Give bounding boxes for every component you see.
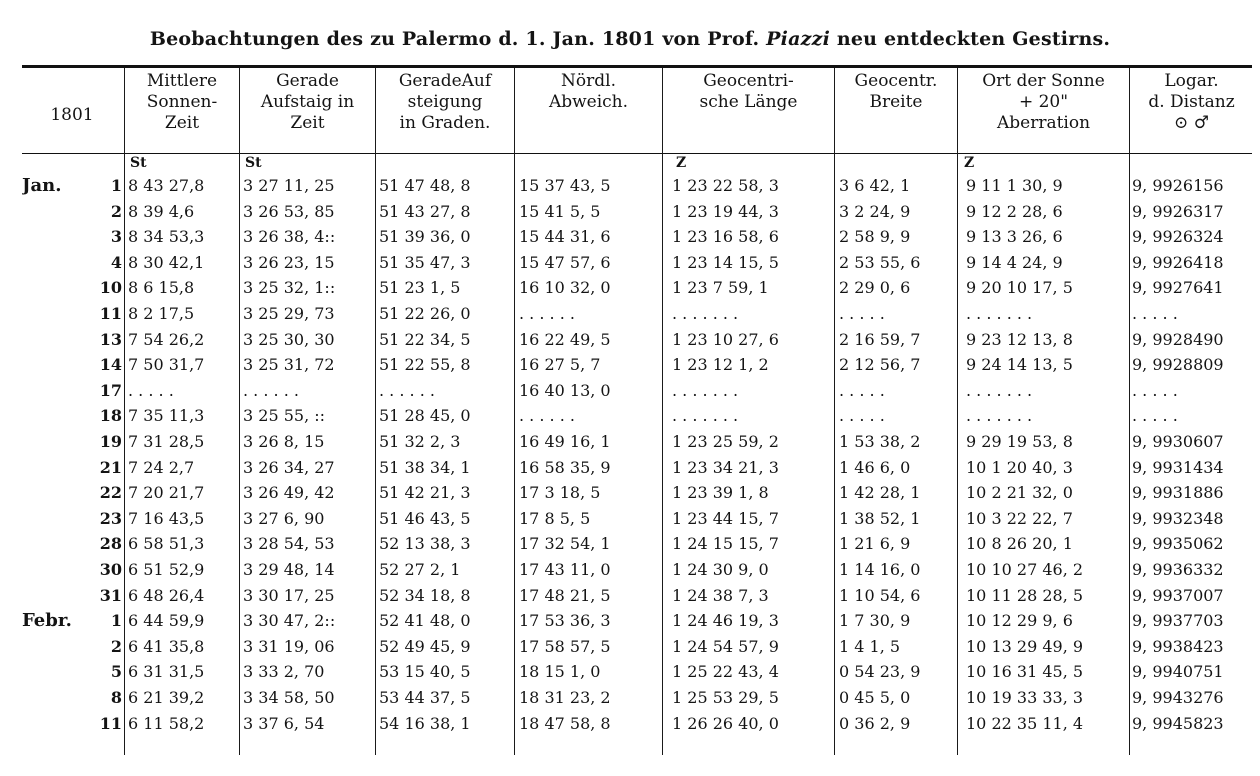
cell-day: 19	[99, 432, 122, 451]
cell-ra-time: 3 25 29, 73	[243, 304, 335, 323]
cell-decl: 16 10 32, 0	[519, 278, 611, 298]
cell-sun: 10 12 29 9, 6	[966, 611, 1073, 631]
cell-ra-deg: 53 15 40, 5	[379, 662, 471, 682]
cell-log-dist: 9, 9930607	[1132, 432, 1224, 451]
cell-ra-time: 3 25 55, ::	[243, 406, 326, 426]
cell-day: 11	[99, 713, 122, 733]
cell-day: 8	[110, 688, 122, 707]
cell-ra-time: 3 29 48, 14	[243, 560, 335, 579]
cell-geo-long: . . . . . . .	[672, 380, 739, 400]
cell-geo-lat: 1 10 54, 6	[839, 585, 921, 605]
cell-geo-lat: 3 6 42, 1	[839, 176, 911, 195]
cell-ra-deg: 51 43 27, 8	[379, 201, 471, 221]
cell-decl: 16 58 35, 9	[519, 457, 611, 477]
cell-month	[22, 380, 84, 402]
cell-ra-time: 3 37 6, 54	[243, 713, 325, 733]
cell-ra-time: 3 25 30, 30	[243, 329, 335, 349]
cell-log-dist: . . . . .	[1132, 406, 1178, 426]
table-row	[22, 636, 1252, 658]
cell-sun: 10 22 35 11, 4	[966, 713, 1084, 733]
cell-log-dist: 9, 9931886	[1132, 483, 1224, 503]
cell-decl: 16 22 49, 5	[519, 329, 611, 349]
cell-log-dist: 9, 9943276	[1132, 688, 1224, 707]
cell-log-dist: 9, 9945823	[1132, 713, 1224, 733]
cell-geo-long: 1 25 53 29, 5	[672, 688, 779, 707]
cell-sun: 9 29 19 53, 8	[966, 432, 1073, 451]
cell-ra-time: 3 28 54, 53	[243, 534, 335, 554]
cell-geo-lat: . . . . .	[839, 304, 885, 323]
cell-geo-long: 1 24 38 7, 3	[672, 585, 769, 605]
cell-month	[22, 226, 84, 248]
cell-decl: 17 3 18, 5	[519, 483, 601, 503]
table-row	[22, 380, 1252, 402]
cell-decl: 17 48 21, 5	[519, 585, 611, 605]
cell-mean-time: 6 41 35,8	[128, 636, 205, 656]
cell-sun: . . . . . . .	[966, 380, 1033, 400]
cell-ra-time: 3 26 34, 27	[243, 457, 335, 477]
cell-geo-long: 1 23 22 58, 3	[672, 176, 779, 195]
unit-sign: Z	[676, 155, 687, 171]
cell-day: 31	[99, 585, 122, 605]
cell-geo-lat: 2 53 55, 6	[839, 252, 921, 272]
table-row	[22, 585, 1252, 607]
cell-sun: 10 13 29 49, 9	[966, 636, 1084, 656]
cell-day: 23	[99, 508, 122, 528]
cell-geo-lat: . . . . .	[839, 406, 885, 426]
cell-log-dist: 9, 9928490	[1132, 329, 1224, 349]
cell-month	[22, 277, 84, 299]
cell-sun: 10 19 33 33, 3	[966, 688, 1084, 707]
cell-day: 17	[99, 380, 122, 400]
cell-mean-time: 8 39 4,6	[128, 201, 195, 221]
cell-sun: 10 3 22 22, 7	[966, 508, 1073, 528]
cell-log-dist: 9, 9931434	[1132, 457, 1224, 477]
cell-ra-deg: 51 28 45, 0	[379, 406, 471, 426]
cell-log-dist: 9, 9928809	[1132, 355, 1224, 375]
cell-log-dist: 9, 9938423	[1132, 636, 1224, 656]
cell-day: 18	[99, 406, 122, 426]
cell-mean-time: 6 58 51,3	[128, 534, 205, 554]
cell-day: 4	[110, 252, 122, 272]
cell-geo-long: 1 23 14 15, 5	[672, 252, 779, 272]
cell-geo-long: 1 23 34 21, 3	[672, 457, 779, 477]
cell-log-dist: . . . . .	[1132, 304, 1178, 323]
cell-month	[22, 661, 84, 683]
cell-ra-deg: 51 35 47, 3	[379, 252, 471, 272]
cell-ra-deg: 51 46 43, 5	[379, 508, 471, 528]
observation-table	[22, 65, 1252, 755]
cell-ra-deg: . . . . . .	[379, 380, 435, 400]
cell-day: 2	[110, 201, 122, 221]
table-row	[22, 354, 1252, 376]
table-row	[22, 201, 1252, 223]
cell-mean-time: 7 20 21,7	[128, 483, 205, 503]
cell-ra-time: 3 26 8, 15	[243, 432, 325, 451]
cell-log-dist: 9, 9937703	[1132, 611, 1224, 631]
cell-geo-lat: 2 29 0, 6	[839, 278, 911, 298]
header-mean-solar-time: Mittlere Sonnen- Zeit	[146, 71, 218, 133]
cell-log-dist: 9, 9940751	[1132, 662, 1224, 682]
cell-decl: . . . . . .	[519, 304, 575, 323]
cell-mean-time: 8 6 15,8	[128, 278, 195, 298]
cell-mean-time: . . . . .	[128, 380, 174, 400]
table-row	[22, 405, 1252, 427]
cell-month	[22, 303, 84, 325]
table-row	[22, 457, 1252, 479]
cell-log-dist: 9, 9926156	[1132, 176, 1224, 195]
cell-day: 1	[110, 176, 122, 195]
cell-day: 1	[110, 611, 122, 631]
cell-geo-long: 1 24 46 19, 3	[672, 611, 779, 631]
cell-geo-long: . . . . . . .	[672, 304, 739, 323]
header-declination: Nördl. Abweich.	[548, 71, 629, 112]
table-row	[22, 610, 1252, 632]
cell-month	[22, 405, 84, 427]
header-log-distance: Logar. d. Distanz ⊙ ♂	[1148, 71, 1235, 133]
table-row	[22, 482, 1252, 504]
cell-mean-time: 8 30 42,1	[128, 252, 205, 272]
cell-mean-time: 7 31 28,5	[128, 432, 205, 451]
cell-mean-time: 8 2 17,5	[128, 304, 195, 323]
cell-sun: 9 13 3 26, 6	[966, 227, 1063, 247]
cell-decl: 16 49 16, 1	[519, 432, 611, 451]
cell-geo-long: 1 23 10 27, 6	[672, 329, 779, 349]
cell-log-dist: 9, 9926324	[1132, 227, 1224, 247]
cell-month	[22, 585, 84, 607]
cell-ra-deg: 52 49 45, 9	[379, 636, 471, 656]
cell-mean-time: 6 11 58,2	[128, 713, 205, 733]
table-row	[22, 303, 1252, 325]
cell-decl: 18 31 23, 2	[519, 688, 611, 707]
cell-geo-lat: 2 12 56, 7	[839, 355, 921, 375]
cell-sun: 10 2 21 32, 0	[966, 483, 1073, 503]
cell-ra-time: 3 31 19, 06	[243, 636, 335, 656]
cell-mean-time: 8 43 27,8	[128, 176, 205, 195]
cell-decl: 15 41 5, 5	[519, 201, 601, 221]
cell-decl: 16 40 13, 0	[519, 380, 611, 400]
cell-day: 10	[99, 278, 122, 298]
cell-ra-time: 3 33 2, 70	[243, 662, 325, 682]
cell-decl: 18 47 58, 8	[519, 713, 611, 733]
cell-month	[22, 431, 84, 453]
cell-mean-time: 7 24 2,7	[128, 457, 195, 477]
unit-hours: St	[130, 155, 147, 171]
cell-decl: . . . . . .	[519, 406, 575, 426]
cell-geo-long: 1 24 30 9, 0	[672, 560, 769, 579]
cell-month	[22, 329, 84, 351]
cell-geo-lat: 2 58 9, 9	[839, 227, 911, 247]
cell-mean-time: 6 44 59,9	[128, 611, 205, 631]
cell-month	[22, 482, 84, 504]
cell-ra-deg: 51 39 36, 0	[379, 227, 471, 247]
cell-geo-long: 1 24 15 15, 7	[672, 534, 779, 554]
unit-row	[22, 155, 1252, 173]
cell-log-dist: 9, 9926317	[1132, 201, 1224, 221]
cell-geo-long: 1 26 26 40, 0	[672, 713, 779, 733]
unit-hours: St	[245, 155, 262, 171]
cell-geo-long: 1 23 19 44, 3	[672, 201, 779, 221]
cell-day: 14	[99, 355, 122, 375]
cell-ra-deg: 52 34 18, 8	[379, 585, 471, 605]
cell-sun: 10 8 26 20, 1	[966, 534, 1073, 554]
cell-day: 21	[99, 457, 122, 477]
cell-geo-lat: 1 7 30, 9	[839, 611, 911, 631]
cell-decl: 17 58 57, 5	[519, 636, 611, 656]
header-ra-degrees: GeradeAuf steigung in Graden.	[398, 71, 492, 133]
cell-ra-time: 3 30 47, 2::	[243, 611, 336, 631]
table-row	[22, 687, 1252, 709]
cell-ra-deg: 52 13 38, 3	[379, 534, 471, 554]
cell-mean-time: 6 31 31,5	[128, 662, 205, 682]
table-row	[22, 226, 1252, 248]
cell-log-dist: 9, 9926418	[1132, 252, 1224, 272]
header-rule	[22, 153, 1252, 154]
cell-mean-time: 7 35 11,3	[128, 406, 205, 426]
cell-sun: 9 24 14 13, 5	[966, 355, 1073, 375]
header-geo-longitude: Geocentri- sche Länge	[699, 71, 798, 112]
cell-sun: 10 11 28 28, 5	[966, 585, 1084, 605]
cell-day: 11	[99, 304, 122, 323]
page-title: Beobachtungen des zu Palermo d. 1. Jan. 1801 von Prof. Piazzi neu entdeckten Gestirns.	[149, 28, 1111, 50]
cell-geo-lat: 1 4 1, 5	[839, 636, 901, 656]
table-row	[22, 508, 1252, 530]
cell-ra-deg: 51 22 55, 8	[379, 355, 471, 375]
cell-decl: 17 8 5, 5	[519, 508, 591, 528]
cell-ra-time: 3 26 38, 4::	[243, 227, 336, 247]
cell-mean-time: 7 16 43,5	[128, 508, 205, 528]
cell-geo-long: 1 23 7 59, 1	[672, 278, 769, 298]
cell-log-dist: . . . . .	[1132, 380, 1178, 400]
cell-ra-time: . . . . . .	[243, 380, 299, 400]
cell-sun: 10 16 31 45, 5	[966, 662, 1084, 682]
cell-month	[22, 533, 84, 555]
table-row	[22, 175, 1252, 197]
cell-geo-long: 1 23 12 1, 2	[672, 355, 769, 375]
cell-log-dist: 9, 9937007	[1132, 585, 1224, 605]
cell-geo-lat: 0 36 2, 9	[839, 713, 911, 733]
cell-month	[22, 713, 84, 735]
cell-geo-long: 1 23 39 1, 8	[672, 483, 769, 503]
cell-geo-long: 1 24 54 57, 9	[672, 636, 779, 656]
cell-sun: 9 20 10 17, 5	[966, 278, 1073, 298]
cell-geo-lat: 1 14 16, 0	[839, 560, 921, 579]
table-row	[22, 559, 1252, 581]
table-row	[22, 431, 1252, 453]
cell-month: Febr.	[22, 610, 72, 632]
cell-log-dist: 9, 9935062	[1132, 534, 1224, 554]
cell-month	[22, 559, 84, 581]
cell-mean-time: 6 48 26,4	[128, 585, 205, 605]
cell-mean-time: 8 34 53,3	[128, 227, 205, 247]
cell-day: 13	[99, 329, 122, 349]
cell-geo-lat: 0 54 23, 9	[839, 662, 921, 682]
cell-ra-deg: 51 23 1, 5	[379, 278, 461, 298]
cell-geo-long: 1 23 25 59, 2	[672, 432, 779, 451]
cell-month	[22, 201, 84, 223]
cell-geo-lat: 1 38 52, 1	[839, 508, 921, 528]
cell-decl: 18 15 1, 0	[519, 662, 601, 682]
cell-month	[22, 508, 84, 530]
cell-sun: . . . . . . .	[966, 406, 1033, 426]
header-geo-latitude: Geocentr. Breite	[854, 71, 938, 112]
cell-day: 2	[110, 636, 122, 656]
table-row	[22, 713, 1252, 735]
cell-month	[22, 687, 84, 709]
cell-sun: . . . . . . .	[966, 304, 1033, 323]
cell-ra-time: 3 25 32, 1::	[243, 278, 336, 298]
cell-geo-lat: 1 42 28, 1	[839, 483, 921, 503]
cell-ra-deg: 51 22 26, 0	[379, 304, 471, 323]
cell-decl: 15 47 57, 6	[519, 252, 611, 272]
cell-geo-lat: . . . . .	[839, 380, 885, 400]
cell-ra-time: 3 26 23, 15	[243, 252, 335, 272]
cell-ra-time: 3 27 11, 25	[243, 176, 335, 195]
cell-geo-lat: 1 53 38, 2	[839, 432, 921, 451]
cell-sun: 9 14 4 24, 9	[966, 252, 1063, 272]
cell-decl: 15 37 43, 5	[519, 176, 611, 195]
cell-ra-time: 3 26 53, 85	[243, 201, 335, 221]
cell-day: 28	[99, 534, 122, 554]
table-row	[22, 252, 1252, 274]
cell-mean-time: 6 21 39,2	[128, 688, 205, 707]
cell-decl: 17 53 36, 3	[519, 611, 611, 631]
cell-geo-long: . . . . . . .	[672, 406, 739, 426]
cell-sun: 10 10 27 46, 2	[966, 560, 1084, 579]
cell-geo-lat: 1 46 6, 0	[839, 457, 911, 477]
cell-sun: 9 12 2 28, 6	[966, 201, 1063, 221]
cell-ra-deg: 54 16 38, 1	[379, 713, 471, 733]
cell-mean-time: 7 50 31,7	[128, 355, 205, 375]
cell-month: Jan.	[22, 175, 62, 196]
cell-ra-deg: 53 44 37, 5	[379, 688, 471, 707]
table-row	[22, 329, 1252, 351]
table-row	[22, 533, 1252, 555]
cell-day: 22	[99, 483, 122, 503]
cell-sun: 10 1 20 40, 3	[966, 457, 1073, 477]
table-row	[22, 277, 1252, 299]
cell-ra-deg: 51 38 34, 1	[379, 457, 471, 477]
cell-log-dist: 9, 9927641	[1132, 278, 1224, 298]
header-ra-time: Gerade Aufstaig in Zeit	[260, 71, 355, 133]
cell-geo-lat: 3 2 24, 9	[839, 201, 911, 221]
cell-ra-deg: 52 41 48, 0	[379, 611, 471, 631]
cell-log-dist: 9, 9936332	[1132, 560, 1224, 579]
cell-sun: 9 11 1 30, 9	[966, 176, 1063, 195]
cell-geo-long: 1 23 44 15, 7	[672, 508, 779, 528]
cell-ra-time: 3 27 6, 90	[243, 508, 325, 528]
cell-ra-deg: 51 47 48, 8	[379, 176, 471, 195]
cell-mean-time: 6 51 52,9	[128, 560, 205, 579]
cell-ra-time: 3 25 31, 72	[243, 355, 335, 375]
cell-decl: 16 27 5, 7	[519, 355, 601, 375]
cell-geo-lat: 2 16 59, 7	[839, 329, 921, 349]
cell-month	[22, 636, 84, 658]
cell-day: 5	[110, 662, 122, 682]
cell-sun: 9 23 12 13, 8	[966, 329, 1073, 349]
cell-month	[22, 252, 84, 274]
cell-decl: 17 32 54, 1	[519, 534, 611, 554]
cell-ra-deg: 52 27 2, 1	[379, 560, 461, 579]
table-row	[22, 661, 1252, 683]
cell-ra-deg: 51 42 21, 3	[379, 483, 471, 503]
cell-ra-time: 3 30 17, 25	[243, 585, 335, 605]
cell-day: 3	[110, 227, 122, 247]
cell-decl: 15 44 31, 6	[519, 227, 611, 247]
cell-month	[22, 354, 84, 376]
cell-decl: 17 43 11, 0	[519, 560, 611, 579]
cell-geo-long: 1 23 16 58, 6	[672, 227, 779, 247]
cell-log-dist: 9, 9932348	[1132, 508, 1224, 528]
cell-ra-time: 3 34 58, 50	[243, 688, 335, 707]
cell-ra-deg: 51 32 2, 3	[379, 432, 461, 451]
cell-geo-long: 1 25 22 43, 4	[672, 662, 779, 682]
top-rule	[22, 65, 1252, 68]
cell-geo-lat: 1 21 6, 9	[839, 534, 911, 554]
header-sun-place: Ort der Sonne + 20" Aberration	[982, 71, 1105, 133]
header-year: 1801	[50, 105, 94, 125]
unit-sign: Z	[964, 155, 975, 171]
cell-month	[22, 457, 84, 479]
cell-mean-time: 7 54 26,2	[128, 329, 205, 349]
cell-ra-time: 3 26 49, 42	[243, 483, 335, 503]
cell-day: 30	[99, 560, 122, 579]
cell-geo-lat: 0 45 5, 0	[839, 688, 911, 707]
cell-ra-deg: 51 22 34, 5	[379, 329, 471, 349]
